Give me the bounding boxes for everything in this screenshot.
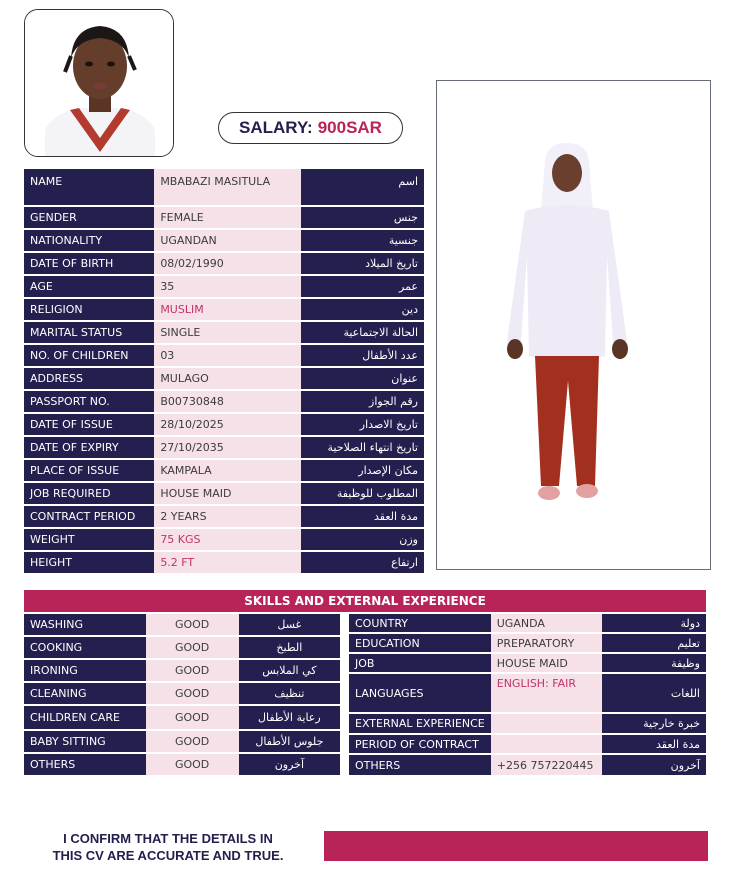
external-arabic-label: تعليم bbox=[602, 634, 706, 652]
external-value: ENGLISH: FAIR bbox=[491, 674, 602, 712]
table-row bbox=[24, 614, 340, 635]
row-label: ADDRESS bbox=[24, 368, 154, 389]
row-value: MUSLIM bbox=[154, 299, 300, 320]
row-value: 28/10/2025 bbox=[154, 414, 300, 435]
person-full-body-icon bbox=[437, 81, 709, 568]
row-label: AGE bbox=[24, 276, 154, 297]
external-label: EDUCATION bbox=[349, 634, 491, 652]
table-row bbox=[349, 634, 706, 652]
confirmation-statement bbox=[28, 830, 308, 864]
row-value: 03 bbox=[154, 345, 300, 366]
row-arabic-label: وزن bbox=[301, 529, 424, 550]
skill-label: COOKING bbox=[24, 637, 146, 658]
external-label: OTHERS bbox=[349, 755, 491, 775]
external-arabic-label: مدة العقد bbox=[602, 735, 706, 753]
skill-label: WASHING bbox=[24, 614, 146, 635]
external-value: +256 757220445 bbox=[491, 755, 602, 775]
table-row bbox=[24, 483, 424, 504]
table-row bbox=[24, 276, 424, 297]
row-arabic-label: عمر bbox=[301, 276, 424, 297]
row-arabic-label: جنس bbox=[301, 207, 424, 228]
external-value: PREPARATORY bbox=[491, 634, 602, 652]
row-value: 27/10/2035 bbox=[154, 437, 300, 458]
external-arabic-label: اللغات bbox=[602, 674, 706, 712]
row-value: KAMPALA bbox=[154, 460, 300, 481]
external-value bbox=[491, 735, 602, 753]
skill-arabic-label: رعاية الأطفال bbox=[239, 706, 340, 729]
personal-info-table bbox=[24, 167, 424, 575]
table-row bbox=[24, 660, 340, 681]
table-row bbox=[349, 735, 706, 753]
row-arabic-label: ارتفاع bbox=[301, 552, 424, 573]
row-value: B00730848 bbox=[154, 391, 300, 412]
row-arabic-label: عدد الأطفال bbox=[301, 345, 424, 366]
row-label: DATE OF ISSUE bbox=[24, 414, 154, 435]
external-arabic-label: دولة bbox=[602, 614, 706, 632]
table-row bbox=[24, 506, 424, 527]
table-row bbox=[24, 253, 424, 274]
skill-arabic-label: آخرون bbox=[239, 754, 340, 775]
row-value: 08/02/1990 bbox=[154, 253, 300, 274]
external-label: LANGUAGES bbox=[349, 674, 491, 712]
skill-arabic-label: غسل bbox=[239, 614, 340, 635]
row-label: WEIGHT bbox=[24, 529, 154, 550]
row-arabic-label: جنسية bbox=[301, 230, 424, 251]
skill-value: GOOD bbox=[146, 637, 239, 658]
table-row bbox=[24, 529, 424, 550]
skill-arabic-label: جلوس الأطفال bbox=[239, 731, 340, 752]
table-row bbox=[24, 391, 424, 412]
table-row bbox=[24, 368, 424, 389]
table-row bbox=[24, 322, 424, 343]
row-value: 5.2 FT bbox=[154, 552, 300, 573]
row-label: JOB REQUIRED bbox=[24, 483, 154, 504]
row-value: FEMALE bbox=[154, 207, 300, 228]
skill-label: BABY SITTING bbox=[24, 731, 146, 752]
row-arabic-label: مدة العقد bbox=[301, 506, 424, 527]
table-row bbox=[24, 706, 340, 729]
skill-arabic-label: كي الملابس bbox=[239, 660, 340, 681]
skill-value: GOOD bbox=[146, 706, 239, 729]
external-label: COUNTRY bbox=[349, 614, 491, 632]
external-arabic-label: آخرون bbox=[602, 755, 706, 775]
external-value: UGANDA bbox=[491, 614, 602, 632]
confirmation-line-2: THIS CV ARE ACCURATE AND TRUE. bbox=[52, 848, 284, 863]
row-arabic-label: اسم bbox=[301, 169, 424, 205]
table-row bbox=[24, 414, 424, 435]
skill-label: OTHERS bbox=[24, 754, 146, 775]
row-label: NAME bbox=[24, 169, 154, 205]
table-row bbox=[24, 552, 424, 573]
row-label: CONTRACT PERIOD bbox=[24, 506, 154, 527]
external-label: JOB bbox=[349, 654, 491, 672]
row-value: SINGLE bbox=[154, 322, 300, 343]
signature-bar bbox=[324, 831, 708, 861]
external-experience-table bbox=[349, 612, 706, 777]
table-row bbox=[24, 683, 340, 704]
row-arabic-label: تاريخ الاصدار bbox=[301, 414, 424, 435]
row-label: PASSPORT NO. bbox=[24, 391, 154, 412]
salary-badge bbox=[218, 112, 403, 144]
row-label: DATE OF BIRTH bbox=[24, 253, 154, 274]
table-row bbox=[24, 437, 424, 458]
row-label: HEIGHT bbox=[24, 552, 154, 573]
row-label: MARITAL STATUS bbox=[24, 322, 154, 343]
row-arabic-label: مكان الإصدار bbox=[301, 460, 424, 481]
row-arabic-label: تاريخ انتهاء الصلاحية bbox=[301, 437, 424, 458]
row-label: DATE OF EXPIRY bbox=[24, 437, 154, 458]
row-arabic-label: الحالة الاجتماعية bbox=[301, 322, 424, 343]
row-label: NO. OF CHILDREN bbox=[24, 345, 154, 366]
table-row bbox=[24, 207, 424, 228]
table-row bbox=[24, 169, 424, 205]
skill-arabic-label: تنظيف bbox=[239, 683, 340, 704]
skill-value: GOOD bbox=[146, 683, 239, 704]
table-row bbox=[349, 755, 706, 775]
skill-label: CHILDREN CARE bbox=[24, 706, 146, 729]
external-value bbox=[491, 714, 602, 733]
table-row bbox=[24, 731, 340, 752]
row-arabic-label: رقم الجواز bbox=[301, 391, 424, 412]
row-value: 75 KGS bbox=[154, 529, 300, 550]
table-row bbox=[24, 754, 340, 775]
salary-label: SALARY: bbox=[239, 118, 313, 137]
row-value: MBABAZI MASITULA bbox=[154, 169, 300, 205]
skill-label: CLEANING bbox=[24, 683, 146, 704]
table-row bbox=[349, 674, 706, 712]
skill-label: IRONING bbox=[24, 660, 146, 681]
row-value: HOUSE MAID bbox=[154, 483, 300, 504]
table-row bbox=[349, 714, 706, 733]
skill-value: GOOD bbox=[146, 660, 239, 681]
table-row bbox=[349, 654, 706, 672]
skill-value: GOOD bbox=[146, 614, 239, 635]
external-arabic-label: خبرة خارجية bbox=[602, 714, 706, 733]
confirmation-line-1: I CONFIRM THAT THE DETAILS IN bbox=[63, 831, 273, 846]
passport-photo bbox=[24, 9, 174, 157]
skill-value: GOOD bbox=[146, 731, 239, 752]
row-arabic-label: المطلوب للوظيفة bbox=[301, 483, 424, 504]
external-label: PERIOD OF CONTRACT bbox=[349, 735, 491, 753]
skills-section-title: SKILLS AND EXTERNAL EXPERIENCE bbox=[24, 590, 706, 612]
table-row bbox=[24, 299, 424, 320]
row-label: RELIGION bbox=[24, 299, 154, 320]
external-arabic-label: وظيفة bbox=[602, 654, 706, 672]
table-row bbox=[24, 637, 340, 658]
skills-table bbox=[24, 612, 340, 777]
external-label: EXTERNAL EXPERIENCE bbox=[349, 714, 491, 733]
skill-value: GOOD bbox=[146, 754, 239, 775]
table-row bbox=[24, 230, 424, 251]
row-value: 35 bbox=[154, 276, 300, 297]
full-body-photo bbox=[436, 80, 711, 570]
skill-arabic-label: الطبخ bbox=[239, 637, 340, 658]
table-row bbox=[349, 614, 706, 632]
row-arabic-label: تاريخ الميلاد bbox=[301, 253, 424, 274]
row-arabic-label: عنوان bbox=[301, 368, 424, 389]
row-value: 2 YEARS bbox=[154, 506, 300, 527]
row-label: GENDER bbox=[24, 207, 154, 228]
row-label: PLACE OF ISSUE bbox=[24, 460, 154, 481]
row-label: NATIONALITY bbox=[24, 230, 154, 251]
table-row bbox=[24, 345, 424, 366]
row-value: MULAGO bbox=[154, 368, 300, 389]
row-value: UGANDAN bbox=[154, 230, 300, 251]
salary-value: 900SAR bbox=[317, 118, 382, 137]
table-row bbox=[24, 460, 424, 481]
person-portrait-icon bbox=[25, 10, 174, 157]
row-arabic-label: دين bbox=[301, 299, 424, 320]
external-value: HOUSE MAID bbox=[491, 654, 602, 672]
